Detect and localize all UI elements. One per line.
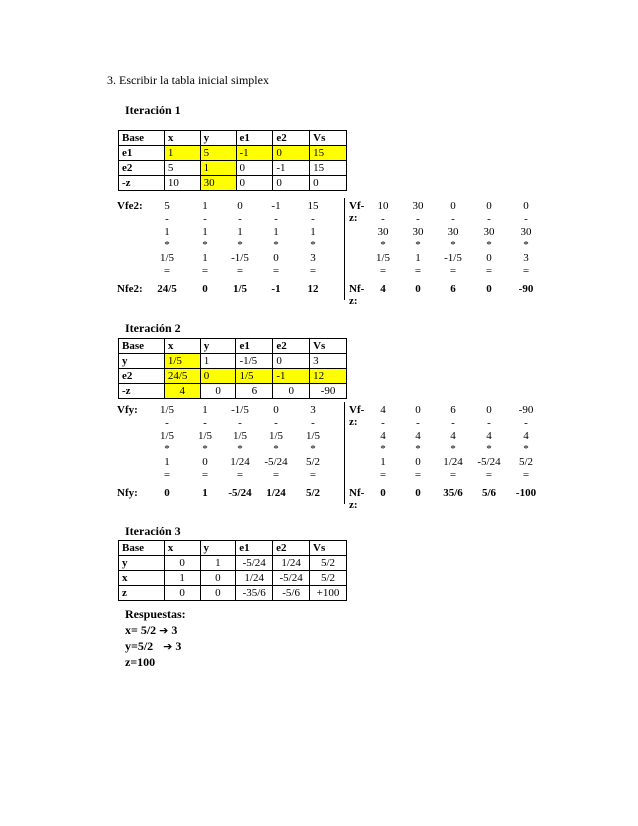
table-cell: 1/5	[164, 354, 200, 369]
left-calc-value: *	[164, 239, 170, 251]
right-calc-value: 35/6	[443, 487, 463, 499]
table-cell: -1	[273, 161, 310, 176]
right-calc-value: =	[449, 265, 457, 277]
left-calc-value: *	[273, 239, 279, 251]
col-y: y	[200, 541, 236, 556]
right-calc-value: 3	[523, 252, 529, 264]
table-row	[119, 571, 347, 586]
table-cell: 1/5	[236, 369, 273, 384]
table-header-row	[119, 541, 347, 556]
left-calc-value: -	[238, 213, 242, 225]
left-calc-value: *	[202, 443, 208, 455]
col-vs: Vs	[310, 131, 347, 146]
table-row	[119, 176, 347, 191]
right-calc-value: =	[522, 265, 530, 277]
table-row	[119, 146, 347, 161]
col-base: Base	[119, 339, 165, 354]
left-calc-value: 5/2	[305, 456, 321, 468]
left-calc-value: 1	[202, 404, 208, 416]
right-calc-value: 0	[486, 252, 492, 264]
table-cell: 1	[200, 161, 236, 176]
table-cell: 1/24	[273, 556, 310, 571]
col-x: x	[164, 131, 200, 146]
col-e2: e2	[273, 541, 310, 556]
right-calc-value: -	[487, 213, 491, 225]
table-cell: e2	[119, 161, 165, 176]
right-calc-value: 0	[415, 283, 421, 295]
table-cell: +100	[310, 586, 347, 601]
calc-divider	[344, 198, 345, 300]
table-cell: -5/24	[236, 556, 273, 571]
table-cell: 5/2	[310, 556, 347, 571]
right-calc-value: *	[415, 443, 421, 455]
table-cell: x	[119, 571, 165, 586]
table-cell: 0	[273, 354, 310, 369]
left-calc-value: 1	[164, 456, 170, 468]
right-top-label: Vf-z:	[349, 404, 365, 428]
left-calc-value: 1	[202, 487, 208, 499]
table-cell: 0	[164, 556, 200, 571]
left-calc-value: 12	[307, 283, 319, 295]
right-calc-value: =	[414, 265, 422, 277]
table-cell: -90	[310, 384, 347, 399]
left-calc-value: 3	[310, 252, 316, 264]
table-cell: e1	[119, 146, 165, 161]
left-calc-value: 1	[310, 226, 316, 238]
table-cell: 0	[200, 384, 236, 399]
left-calc-value: *	[237, 239, 243, 251]
right-calc-value: =	[379, 265, 387, 277]
left-calc-value: *	[273, 443, 279, 455]
left-calc-value: =	[309, 265, 317, 277]
table-cell: 0	[200, 571, 236, 586]
table-cell: 0	[200, 586, 236, 601]
left-top-label: Vfy:	[117, 404, 138, 416]
left-calc-value: 1/24	[230, 456, 250, 468]
table-cell: 15	[310, 161, 347, 176]
right-calc-value: *	[450, 443, 456, 455]
right-calc-value: -	[524, 417, 528, 429]
left-calc-value: -	[165, 417, 169, 429]
left-calc-value: -5/24	[264, 456, 288, 468]
iteration-3-title: Iteración 3	[125, 524, 181, 538]
table-cell: 1/24	[236, 571, 273, 586]
right-calc-value: 1	[380, 456, 386, 468]
left-calc-value: *	[202, 239, 208, 251]
right-calc-value: 0	[486, 404, 492, 416]
right-calc-value: -	[416, 213, 420, 225]
left-calc-value: 1	[202, 252, 208, 264]
iteration-1-table	[118, 130, 347, 191]
table-cell: -z	[119, 384, 165, 399]
left-calc-value: 0	[202, 283, 208, 295]
col-y: y	[200, 339, 236, 354]
right-calc-value: *	[380, 239, 386, 251]
table-cell: -35/6	[236, 586, 273, 601]
iteration-2-table	[118, 338, 347, 399]
right-calc-value: =	[414, 469, 422, 481]
iteration-2-title: Iteración 2	[125, 321, 181, 335]
left-calc-value: 0	[273, 404, 279, 416]
left-calc-value: =	[201, 469, 209, 481]
right-calc-value: 1	[415, 252, 421, 264]
table-cell: 3	[310, 354, 347, 369]
table-cell: -z	[119, 176, 165, 191]
table-row	[119, 384, 347, 399]
col-e2: e2	[273, 131, 310, 146]
left-calc-value: -	[165, 213, 169, 225]
right-calc-value: -	[524, 213, 528, 225]
left-calc-value: =	[272, 265, 280, 277]
table-cell: 1	[164, 571, 200, 586]
right-calc-value: *	[450, 239, 456, 251]
left-calc-value: 0	[237, 200, 243, 212]
left-calc-value: 1/5	[197, 430, 213, 442]
left-calc-value: 1/5	[232, 430, 248, 442]
table-cell: 0	[310, 176, 347, 191]
left-calc-value: 1/5	[159, 252, 175, 264]
left-calc-value: -	[274, 417, 278, 429]
left-calc-value: -1/5	[231, 404, 249, 416]
left-calc-value: 24/5	[157, 283, 177, 295]
table-cell: 15	[310, 146, 347, 161]
col-e1: e1	[236, 339, 273, 354]
right-top-label: Vf-z:	[349, 200, 365, 224]
table-cell: 24/5	[164, 369, 200, 384]
left-calc-value: =	[236, 265, 244, 277]
table-cell: 12	[310, 369, 347, 384]
table-cell: -1	[273, 369, 310, 384]
left-calc-value: 0	[164, 487, 170, 499]
table-cell: 0	[236, 176, 273, 191]
left-calc-value: -	[203, 417, 207, 429]
table-row	[119, 369, 347, 384]
right-bottom-label: Nf-z:	[349, 283, 365, 307]
right-calc-value: -90	[518, 283, 534, 295]
right-calc-value: -5/24	[477, 456, 501, 468]
answers-title: Respuestas:	[125, 607, 186, 621]
left-calc-value: 15	[307, 200, 319, 212]
table-cell: 5	[164, 161, 200, 176]
table-cell: -1/5	[236, 354, 273, 369]
arrow-right-icon: ➔	[159, 624, 169, 637]
table-row	[119, 586, 347, 601]
right-calc-value: 0	[450, 200, 456, 212]
right-calc-value: 4	[380, 430, 386, 442]
answer-text: z=100	[125, 655, 156, 669]
right-calc-value: *	[380, 443, 386, 455]
right-calc-value: 30	[377, 226, 389, 238]
left-calc-value: *	[310, 239, 316, 251]
table-cell: 5	[200, 146, 236, 161]
left-calc-value: 1	[164, 226, 170, 238]
table-cell: e2	[119, 369, 165, 384]
right-calc-value: =	[379, 469, 387, 481]
left-calc-value: -	[274, 213, 278, 225]
table-cell: 1	[200, 354, 236, 369]
col-y: y	[200, 131, 236, 146]
left-calc-value: -1	[271, 283, 281, 295]
table-cell: z	[119, 586, 165, 601]
right-calc-value: -	[381, 213, 385, 225]
right-calc-value: 4	[415, 430, 421, 442]
col-vs: Vs	[310, 339, 347, 354]
right-calc-value: *	[523, 239, 529, 251]
right-calc-value: 30	[412, 226, 424, 238]
section-heading: 3. Escribir la tabla inicial simplex	[107, 73, 269, 87]
col-base: Base	[119, 131, 165, 146]
left-calc-value: *	[310, 443, 316, 455]
left-calc-value: =	[163, 469, 171, 481]
left-calc-value: 0	[273, 252, 279, 264]
left-calc-value: -	[311, 213, 315, 225]
left-calc-value: -1/5	[231, 252, 249, 264]
left-calc-value: *	[164, 443, 170, 455]
answer-line-x	[125, 623, 177, 638]
right-calc-value: -90	[518, 404, 534, 416]
right-calc-value: 1/24	[443, 456, 463, 468]
table-cell: 1	[200, 556, 236, 571]
left-calc-value: 1/5	[159, 430, 175, 442]
left-calc-value: -	[238, 417, 242, 429]
right-calc-value: 0	[415, 487, 421, 499]
table-header-row	[119, 131, 347, 146]
right-calc-value: -1/5	[444, 252, 462, 264]
right-calc-value: 4	[450, 430, 456, 442]
table-cell: 0	[236, 161, 273, 176]
table-cell: 0	[273, 384, 310, 399]
right-calc-value: 30	[447, 226, 459, 238]
left-calc-value: 1	[202, 200, 208, 212]
left-top-label: Vfe2:	[117, 200, 143, 212]
table-cell: 4	[164, 384, 200, 399]
right-calc-value: 4	[380, 283, 386, 295]
right-calc-value: 0	[523, 200, 529, 212]
right-calc-value: 0	[415, 456, 421, 468]
left-calc-value: 1/5	[159, 404, 175, 416]
col-x: x	[164, 541, 200, 556]
col-e1: e1	[236, 541, 273, 556]
left-calc-value: 1/5	[232, 283, 248, 295]
right-calc-value: -	[381, 417, 385, 429]
right-calc-value: 0	[380, 487, 386, 499]
right-calc-value: 30	[412, 200, 424, 212]
left-calc-value: 5	[164, 200, 170, 212]
right-calc-value: *	[486, 443, 492, 455]
col-base: Base	[119, 541, 165, 556]
left-calc-value: -5/24	[228, 487, 252, 499]
left-calc-value: 1	[237, 226, 243, 238]
left-calc-value: 1/5	[305, 430, 321, 442]
right-calc-value: -	[451, 213, 455, 225]
right-calc-value: 0	[486, 200, 492, 212]
table-row	[119, 354, 347, 369]
answer-text: x= 5/2	[125, 623, 157, 637]
right-calc-value: 6	[450, 404, 456, 416]
left-calc-value: 1	[202, 226, 208, 238]
table-cell: -1	[236, 146, 273, 161]
table-cell: 1	[164, 146, 200, 161]
table-cell: 30	[200, 176, 236, 191]
right-calc-value: 5/2	[518, 456, 534, 468]
right-calc-value: 30	[520, 226, 532, 238]
answer-line-z	[125, 655, 155, 670]
right-calc-value: =	[485, 469, 493, 481]
col-e1: e1	[236, 131, 273, 146]
right-calc-value: *	[415, 239, 421, 251]
left-calc-value: -1	[271, 200, 281, 212]
right-calc-value: 4	[380, 404, 386, 416]
left-calc-value: *	[237, 443, 243, 455]
right-calc-value: 4	[486, 430, 492, 442]
right-calc-value: 4	[523, 430, 529, 442]
table-cell: 0	[164, 586, 200, 601]
table-cell: 0	[200, 369, 236, 384]
table-cell: -5/24	[273, 571, 310, 586]
table-row	[119, 556, 347, 571]
col-e2: e2	[273, 339, 310, 354]
table-cell: -5/6	[273, 586, 310, 601]
left-calc-value: =	[201, 265, 209, 277]
arrow-right-icon: ➔	[163, 640, 173, 653]
right-calc-value: -	[487, 417, 491, 429]
answer-result: 3	[171, 623, 178, 637]
col-x: x	[164, 339, 200, 354]
table-cell: 6	[236, 384, 273, 399]
right-bottom-label: Nf-z:	[349, 487, 365, 511]
left-bottom-label: Nfy:	[117, 487, 138, 499]
right-calc-value: =	[522, 469, 530, 481]
answer-line-y	[125, 639, 181, 654]
table-cell: y	[119, 354, 165, 369]
right-calc-value: -	[451, 417, 455, 429]
left-calc-value: =	[309, 469, 317, 481]
left-calc-value: 5/2	[305, 487, 321, 499]
calc-divider	[344, 402, 345, 504]
left-bottom-label: Nfe2:	[117, 283, 143, 295]
right-calc-value: 6	[450, 283, 456, 295]
left-calc-value: -	[203, 213, 207, 225]
iteration-1-title: Iteración 1	[125, 103, 181, 117]
table-row	[119, 161, 347, 176]
left-calc-value: 3	[310, 404, 316, 416]
right-calc-value: *	[486, 239, 492, 251]
table-cell: 10	[164, 176, 200, 191]
table-cell: 0	[273, 146, 310, 161]
right-calc-value: 10	[377, 200, 389, 212]
right-calc-value: 0	[486, 283, 492, 295]
right-calc-value: -100	[515, 487, 537, 499]
table-cell: 0	[273, 176, 310, 191]
col-vs: Vs	[310, 541, 347, 556]
right-calc-value: -	[416, 417, 420, 429]
right-calc-value: 5/6	[481, 487, 497, 499]
right-calc-value: *	[523, 443, 529, 455]
left-calc-value: 1/5	[268, 430, 284, 442]
left-calc-value: 0	[202, 456, 208, 468]
table-cell: 5/2	[310, 571, 347, 586]
left-calc-value: 1/24	[266, 487, 286, 499]
right-calc-value: 30	[483, 226, 495, 238]
left-calc-value: -	[311, 417, 315, 429]
answer-text: y=5/2	[125, 639, 154, 653]
left-calc-value: =	[163, 265, 171, 277]
right-calc-value: 0	[415, 404, 421, 416]
right-calc-value: =	[485, 265, 493, 277]
table-cell: y	[119, 556, 165, 571]
left-calc-value: 1	[273, 226, 279, 238]
answer-result: 3	[175, 639, 182, 653]
table-header-row	[119, 339, 347, 354]
iteration-3-table	[118, 540, 347, 601]
left-calc-value: =	[272, 469, 280, 481]
right-calc-value: 1/5	[375, 252, 391, 264]
left-calc-value: =	[236, 469, 244, 481]
right-calc-value: =	[449, 469, 457, 481]
